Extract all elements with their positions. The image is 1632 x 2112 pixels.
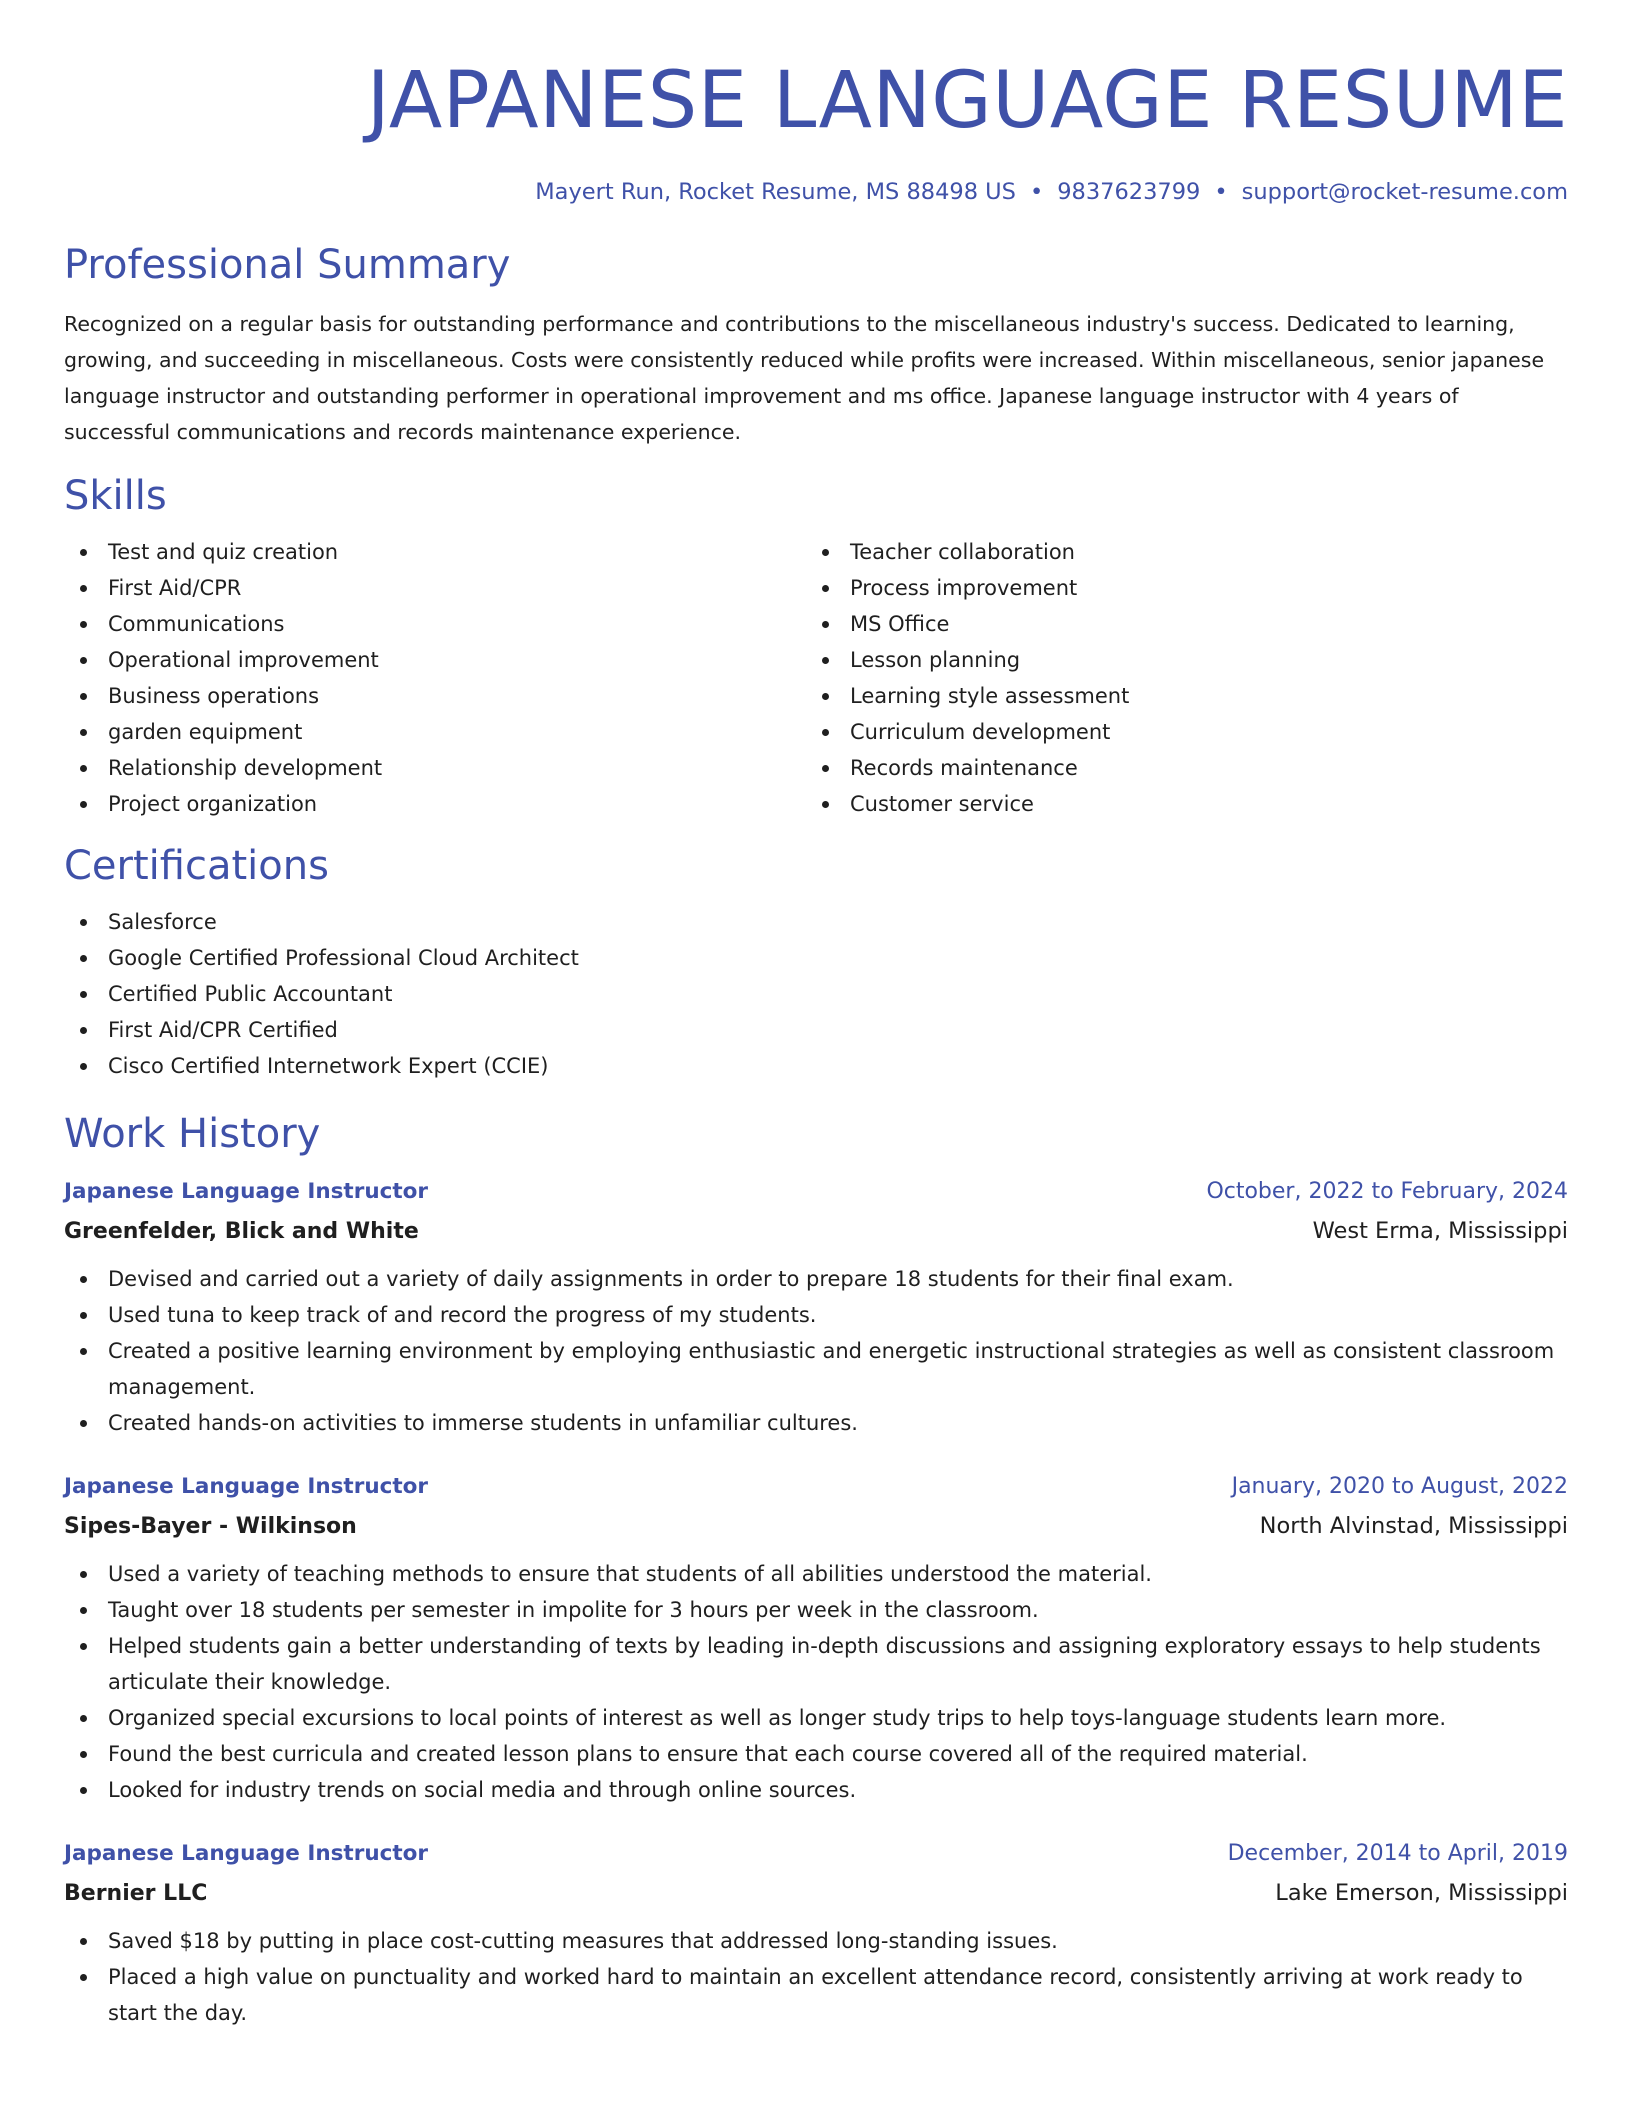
skill-item: Test and quiz creation — [64, 534, 806, 570]
skill-item: garden equipment — [64, 714, 806, 750]
skill-item: Communications — [64, 606, 806, 642]
skill-item: Learning style assessment — [806, 678, 1548, 714]
contact-line — [64, 178, 1568, 207]
skill-item: Customer service — [806, 786, 1548, 822]
certification-item: First Aid/CPR Certified — [64, 1012, 1568, 1048]
contact-phone: 9837623799 — [1057, 179, 1201, 205]
job-duty: Taught over 18 students per semester in impolite for 3 hours per week in the classroom. — [64, 1592, 1568, 1628]
job-subheader — [64, 1212, 1568, 1251]
skill-item: Project organization — [64, 786, 806, 822]
job-dates: October, 2022 to February, 2024 — [1206, 1179, 1568, 1205]
skill-item: First Aid/CPR — [64, 570, 806, 606]
job-duty: Saved $18 by putting in place cost-cutting measures that addressed long-standing issues. — [64, 1923, 1568, 1959]
skill-item: Curriculum development — [806, 714, 1548, 750]
job-employer: Bernier LLC — [64, 1881, 208, 1907]
skill-item: Lesson planning — [806, 642, 1548, 678]
job-location: North Alvinstad, Mississippi — [1259, 1513, 1568, 1540]
certification-item: Cisco Certified Internetwork Expert (CCIE) — [64, 1048, 1568, 1084]
job-duty: Used tuna to keep track of and record the progress of my students. — [64, 1297, 1568, 1333]
job-duty: Organized special excursions to local points of interest as well as longer study trips to help toys-language students learn more. — [64, 1700, 1568, 1736]
summary-text: Recognized on a regular basis for outstanding performance and contributions to the miscellaneous industry's success. Dedicated to learning, growing, and succeeding in miscellaneous. Costs were consistently reduced while profits were increased. Within miscellaneous, senior japanese language instructor and outstanding performer in operational improvement and ms office. Japanese language instructor with 4 years of successful communications and records maintenance experience. — [64, 312, 1545, 445]
job-duty: Used a variety of teaching methods to ensure that students of all abilities understood the material. — [64, 1556, 1568, 1592]
job-subheader — [64, 1874, 1568, 1913]
job-duty: Created a positive learning environment by employing enthusiastic and energetic instructional strategies as well as consistent classroom management. — [64, 1333, 1568, 1405]
job-location: Lake Emerson, Mississippi — [1275, 1880, 1568, 1907]
work-history-heading: Work History — [64, 1111, 321, 1158]
job-entry — [64, 1172, 1568, 1441]
skill-item: Operational improvement — [64, 642, 806, 678]
job-duty: Found the best curricula and created lesson plans to ensure that each course covered all of the required material. — [64, 1736, 1568, 1772]
job-header — [64, 1467, 1568, 1507]
summary-heading: Professional Summary — [64, 242, 511, 289]
job-duty: Looked for industry trends on social media and through online sources. — [64, 1772, 1568, 1808]
job-dates: December, 2014 to April, 2019 — [1227, 1841, 1568, 1867]
skills-column-right — [806, 534, 1548, 822]
job-employer: Sipes-Bayer - Wilkinson — [64, 1514, 357, 1540]
job-subheader — [64, 1507, 1568, 1546]
job-duty: Created hands-on activities to immerse students in unfamiliar cultures. — [64, 1405, 1568, 1441]
job-duty: Helped students gain a better understanding of texts by leading in-depth discussions and assigning exploratory essays to help students articulate their knowledge. — [64, 1628, 1568, 1700]
certifications-heading: Certifications — [64, 843, 329, 890]
skill-item: Business operations — [64, 678, 806, 714]
certification-item: Google Certified Professional Cloud Architect — [64, 940, 1568, 976]
job-title: Japanese Language Instructor — [64, 1179, 429, 1205]
job-entry — [64, 1834, 1568, 2031]
resume-page — [64, 0, 1568, 2031]
job-location: West Erma, Mississippi — [1312, 1218, 1568, 1245]
resume-title: JAPANESE LANGUAGE RESUME — [366, 56, 1568, 146]
contact-email: support@rocket-resume.com — [1241, 179, 1568, 205]
job-entry — [64, 1467, 1568, 1808]
job-dates: January, 2020 to August, 2022 — [1231, 1474, 1568, 1500]
job-duties — [64, 1261, 1568, 1441]
job-title: Japanese Language Instructor — [64, 1841, 429, 1867]
contact-address: Mayert Run, Rocket Resume, MS 88498 US — [535, 179, 1016, 205]
job-title: Japanese Language Instructor — [64, 1474, 429, 1500]
job-duties — [64, 1556, 1568, 1808]
contact-separator: • — [1214, 179, 1228, 205]
skill-item: Teacher collaboration — [806, 534, 1548, 570]
job-employer: Greenfelder, Blick and White — [64, 1219, 419, 1245]
skills-column-left — [64, 534, 806, 822]
certifications-list — [64, 904, 1568, 1084]
job-header — [64, 1834, 1568, 1874]
skill-item: MS Office — [806, 606, 1548, 642]
certification-item: Certified Public Accountant — [64, 976, 1568, 1012]
certification-item: Salesforce — [64, 904, 1568, 940]
job-duty: Devised and carried out a variety of daily assignments in order to prepare 18 students for their final exam. — [64, 1261, 1568, 1297]
skill-item: Process improvement — [806, 570, 1548, 606]
job-header — [64, 1172, 1568, 1212]
skills-list — [64, 534, 1568, 822]
contact-separator: • — [1029, 179, 1044, 205]
job-duties — [64, 1923, 1568, 2031]
job-duty: Placed a high value on punctuality and worked hard to maintain an excellent attendance record, consistently arriving at work ready to start the day. — [64, 1959, 1568, 2031]
skill-item: Records maintenance — [806, 750, 1548, 786]
skill-item: Relationship development — [64, 750, 806, 786]
skills-heading: Skills — [64, 473, 167, 520]
